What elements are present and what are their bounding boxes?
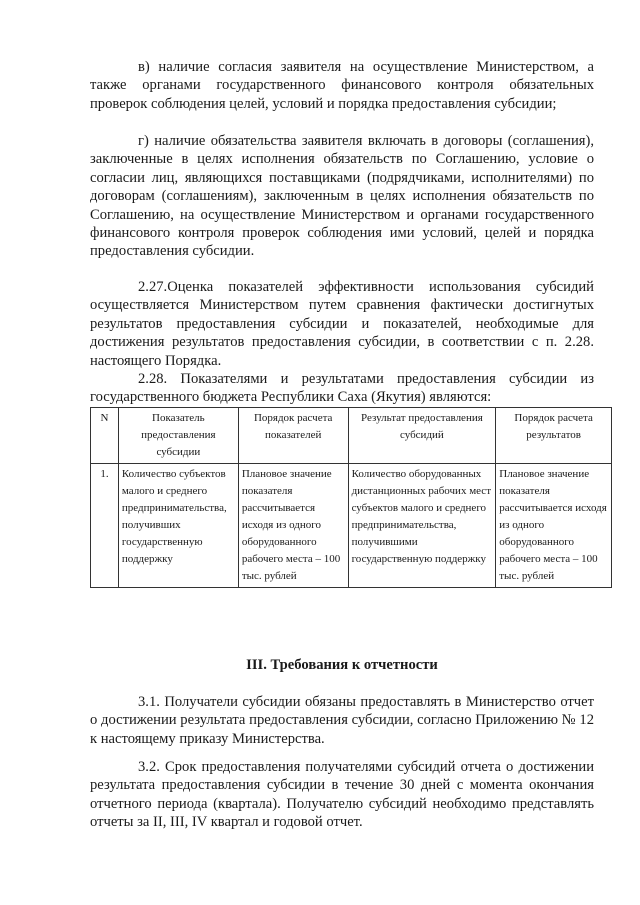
- paragraph-2-27: 2.27.Оценка показателей эффективности использования субсидий осуществляется Министерством путем сравнения фактически достигнутых результатов предоставления субсидии и показателей, необходимые для достижения результатов предоставления субсидии, в соответствии с п. 2.28. настоящего Порядка.: [90, 279, 594, 369]
- table-row: [91, 464, 612, 588]
- column-header-result-calc: Порядок расчета результатов: [496, 408, 612, 464]
- paragraph-v: в) наличие согласия заявителя на осуществление Министерством, а также органами государственного финансового контроля обязательных проверок соблюдения целей, условий и порядка предоставления субсидии;: [90, 59, 594, 112]
- paragraph-3-1: 3.1. Получатели субсидии обязаны предоставлять в Министерство отчет о достижении результата предоставления субсидии, согласно Приложению № 12 к настоящему приказу Министерства.: [90, 694, 594, 747]
- indicator-calc-cell: Плановое значение показателя рассчитывается исходя из одного оборудованного рабочего места – 100 тыс. рублей: [238, 464, 348, 588]
- column-header-result: Результат предоставления субсидий: [348, 408, 496, 464]
- result-calc-cell: Плановое значение показателя рассчитывается исходя из одного оборудованного рабочего места – 100 тыс. рублей: [496, 464, 612, 588]
- column-header-n: N: [91, 408, 119, 464]
- paragraph-2-28: 2.28. Показателями и результатами предоставления субсидии из государственного бюджета Республики Саха (Якутия) являются:: [90, 371, 594, 406]
- result-cell: Количество оборудованных дистанционных рабочих мест субъектов малого и среднего предпринимательства, получившими государственную поддержку: [348, 464, 496, 588]
- table-header-row: [91, 408, 612, 464]
- section-heading: III. Требования к отчетности: [246, 657, 438, 673]
- column-header-indicator: Показатель предоставления субсидии: [118, 408, 238, 464]
- column-header-indicator-calc: Порядок расчета показателей: [238, 408, 348, 464]
- indicators-table: [90, 407, 612, 588]
- paragraph-g: г) наличие обязательства заявителя включать в договоры (соглашения), заключенные в целях исполнения обязательств по Соглашению, условие о согласии лиц, являющихся поставщиками (подрядчиками, исполнителями) по договорам (соглашениям), заключенным в целях исполнения обязательств по Соглашению, на осуществление Министерством и органами государственного финансового контроля проверок соблюдения ими условий, целей и порядка предоставления субсидии.: [90, 133, 594, 260]
- row-number: 1.: [91, 464, 119, 588]
- indicator-cell: Количество субъектов малого и среднего предпринимательства, получивших государственную поддержку: [118, 464, 238, 588]
- paragraph-3-2: 3.2. Срок предоставления получателями субсидий отчета о достижении результата предоставления субсидии в течение 30 дней с момента окончания отчетного периода (квартала). Получателю субсидий необходимо представлять отчеты за II, III, IV квартал и годовой отчет.: [90, 759, 594, 831]
